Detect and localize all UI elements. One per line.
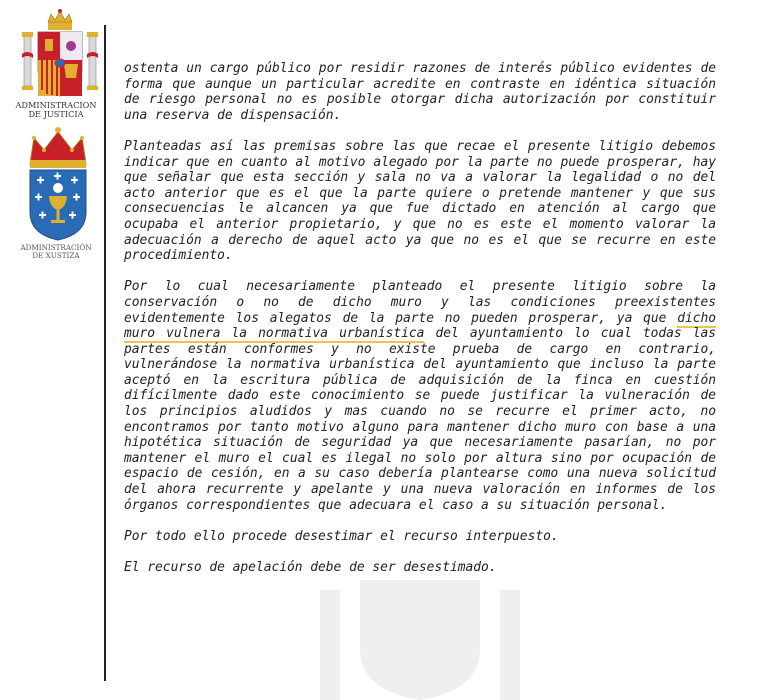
org-galicia-line2: DE XUSTIZA — [32, 250, 80, 260]
galicia-coat-of-arms-icon — [24, 124, 92, 242]
org-spain-line2: DE JUSTICIA — [28, 108, 84, 119]
spain-coat-of-arms-icon — [18, 8, 102, 100]
paragraph-3-end: del ayuntamiento lo cual todas las partes están conformes y no existe prueba de cargo en contrario, vulnerándose la normativa urbanística del ayuntamiento que incluso la parte aceptó en la escritura pública de adquisición de la finca en cuestión difícilmente dado este conocimiento se puede justificar la vulneración de los principios aludidos y mas cuando no se recurre el primer acto, no encontramos por tanto motivo alguno para mantener dicho muro con base a una hipotética situación de seguridad ya que necesariamente pasarían, no por mantener el muro el cual es ilegal no solo por altura sino por ocupación de espacio de cesión, en a su caso debería plantearse como una nueva solicitud del ahora recurrente y apelante y una nueva valoración en informes de los órganos correspondientes que adecuara el caso a su situación personal. — [124, 326, 716, 513]
paragraph-3 — [124, 279, 716, 513]
org-spain-line1: ADMINISTRACION — [15, 100, 97, 110]
paragraph-5: El recurso de apelación debe de ser desestimado. — [124, 560, 497, 575]
paragraph-3-start: Por lo cual necesariamente planteado el presente litigio sobre la conservación o no de dicho muro y las condiciones preexistentes evidentemente los alegatos de la parte no pueden prosperar, ya que — [124, 279, 716, 326]
org-label-xustiza — [6, 244, 106, 259]
paragraph-1: ostenta un cargo público por residir razones de interés público evidentes de forma que aunque un particular acredite en contraste en idéntica situación de riesgo personal no es posible otorgar dicha autorización por constituir una reserva de dispensación. — [124, 61, 716, 123]
org-label-justicia — [6, 101, 106, 118]
paragraph-2: Planteadas así las premisas sobre las que recae el presente litigio debemos indicar que en cuanto al motivo alegado por la parte no puede prosperar, hay que señalar que esta sección y sala no va a valorar la legalidad o no del acto anterior que es el que la parte quiere o pretende mantener y que sus consecuencias le alcancen ya que fue dictado en atención al cargo que ocupaba el anterior propietario, y que no es este el momento valorar la adecuación a derecho de aquel acto ya que no es el que se recurre en este procedimiento. — [124, 138, 716, 264]
document-body — [124, 61, 716, 591]
org-galicia-line1: ADMINISTRACIÓN — [20, 243, 92, 252]
sidebar-divider — [104, 25, 106, 681]
highlighted-phrase: dicho muro vulnera la normativa urbanística — [124, 310, 716, 342]
paragraph-4: Por todo ello procede desestimar el recurso interpuesto. — [124, 528, 559, 544]
